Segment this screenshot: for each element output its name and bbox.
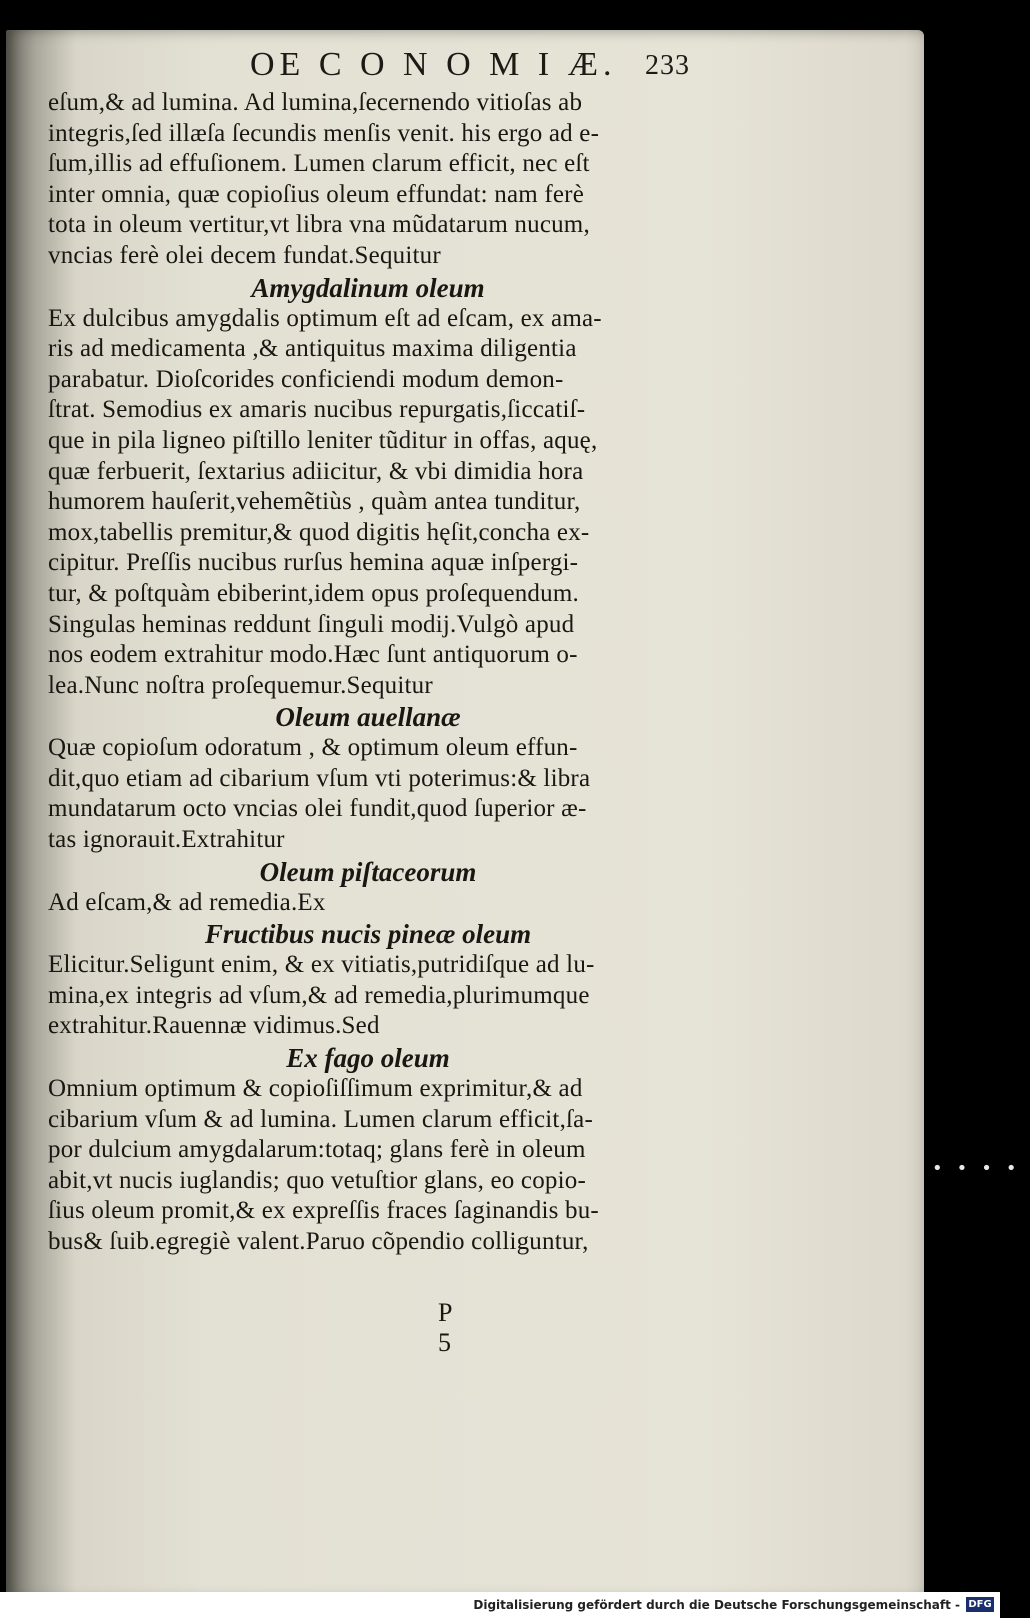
main-text xyxy=(48,88,688,1258)
text-line: Singulas heminas reddunt ſinguli modij.Vulgò apud xyxy=(48,610,575,638)
text-line: nos eodem extrahitur modo.Hæc ſunt antiquorum o- xyxy=(48,641,578,669)
text-line: ſius oleum promit,& ex expreſſis fraces ſaginandis bu- xyxy=(48,1197,599,1225)
edge-dots: •••• xyxy=(932,1158,1030,1179)
text-line: extrahitur.Rauennæ vidimus.Sed xyxy=(48,1012,380,1040)
text-line: tur, & poſtquàm ebiberint,idem opus proſequendum. xyxy=(48,579,579,607)
text-line: mina,ex integris ad vſum,& ad remedia,plurimumque xyxy=(48,981,590,1009)
text-line: integris,ſed illæſa ſecundis menſis venit. his ergo ad e- xyxy=(48,119,600,147)
text-line: Omnium optimum & copioſiſſimum exprimitur,& ad xyxy=(48,1075,583,1103)
paragraph-2 xyxy=(48,304,688,702)
text-line: mundatarum octo vncias olei fundit,quod ſuperior æ- xyxy=(48,795,587,823)
text-line: tas ignorauit.Extrahitur xyxy=(48,826,285,854)
text-line: cipitur. Preſſis nucibus rurſus hemina aquæ inſpergi- xyxy=(48,549,579,577)
text-line: Ad eſcam,& ad remedia.Ex xyxy=(48,888,326,916)
section-heading-auellanae: Oleum auellanæ xyxy=(275,702,461,733)
running-head: OE C O N O M I Æ. xyxy=(250,46,617,83)
text-line: mox,tabellis premitur,& quod digitis hęſit,concha ex- xyxy=(48,518,590,546)
text-line: Elicitur.Seligunt enim, & ex vitiatis,putridiſque ad lu- xyxy=(48,951,595,979)
text-line: abit,vt nucis iuglandis; quo vetuſtior glans, eo copio- xyxy=(48,1166,587,1194)
text-line: tota in oleum vertitur,vt libra vna mũdatarum nucum, xyxy=(48,211,590,239)
text-line: Quæ copioſum odoratum , & optimum oleum effun- xyxy=(48,734,578,762)
section-heading-nucis-pineae: Fructibus nucis pineæ oleum xyxy=(204,919,532,950)
section-heading-fago: Ex fago oleum xyxy=(286,1043,450,1074)
dfg-logo: DFG xyxy=(966,1597,994,1612)
page-number: 233 xyxy=(645,50,690,81)
text-line: ris ad medicamenta ,& antiquitus maxima diligentia xyxy=(48,335,577,363)
text-line: bus& ſuib.egregiè valent.Paruo cõpendio colliguntur, xyxy=(48,1228,589,1255)
text-line: lea.Nunc noſtra proſequemur.Sequitur xyxy=(48,671,433,699)
text-line: cibarium vſum & ad lumina. Lumen clarum efficit,ſa- xyxy=(48,1105,593,1133)
text-line: quæ ferbuerit, ſextarius adiicitur, & vbi dimidia hora xyxy=(48,457,584,485)
footer-bar xyxy=(0,1592,1000,1618)
text-line: dit,quo etiam ad cibarium vſum vti poterimus:& libra xyxy=(48,764,591,792)
paragraph-3 xyxy=(48,733,688,855)
text-line: Ex dulcibus amygdalis optimum eſt ad eſcam, ex ama- xyxy=(48,304,602,332)
text-line: ſum,illis ad effuſionem. Lumen clarum efficit, nec eſt xyxy=(48,150,590,178)
funding-credit: Digitalisierung gefördert durch die Deutsche Forschungsgemeinschaft - xyxy=(473,1598,960,1612)
text-line: que in pila ligneo piſtillo leniter tũditur in offas, aquę, xyxy=(48,426,598,454)
section-heading-amygdalinum: Amygdalinum oleum xyxy=(251,272,485,303)
paragraph-4 xyxy=(48,888,688,919)
signature-mark: P 5 xyxy=(438,1298,480,1357)
paragraph-1 xyxy=(48,88,688,272)
page-header xyxy=(250,46,690,88)
text-line: ſtrat. Semodius ex amaris nucibus repurgatis,ſiccatiſ- xyxy=(48,396,586,424)
text-line: parabatur. Dioſcorides conficiendi modum demon- xyxy=(48,365,564,393)
text-line: vncias ferè olei decem fundat.Sequitur xyxy=(48,241,441,269)
text-line: por dulcium amygdalarum:totaq; glans ferè in oleum xyxy=(48,1136,586,1164)
paragraph-6 xyxy=(48,1074,688,1258)
section-heading-pistaceorum: Oleum piſtaceorum xyxy=(259,856,477,887)
text-line: humorem hauſerit,vehemẽtiùs , quàm antea tunditur, xyxy=(48,488,581,516)
paragraph-5 xyxy=(48,950,688,1042)
text-line: inter omnia, quæ copioſius oleum effundat: nam ferè xyxy=(48,180,584,208)
text-line: eſum,& ad lumina. Ad lumina,ſecernendo vitioſas ab xyxy=(48,89,583,116)
